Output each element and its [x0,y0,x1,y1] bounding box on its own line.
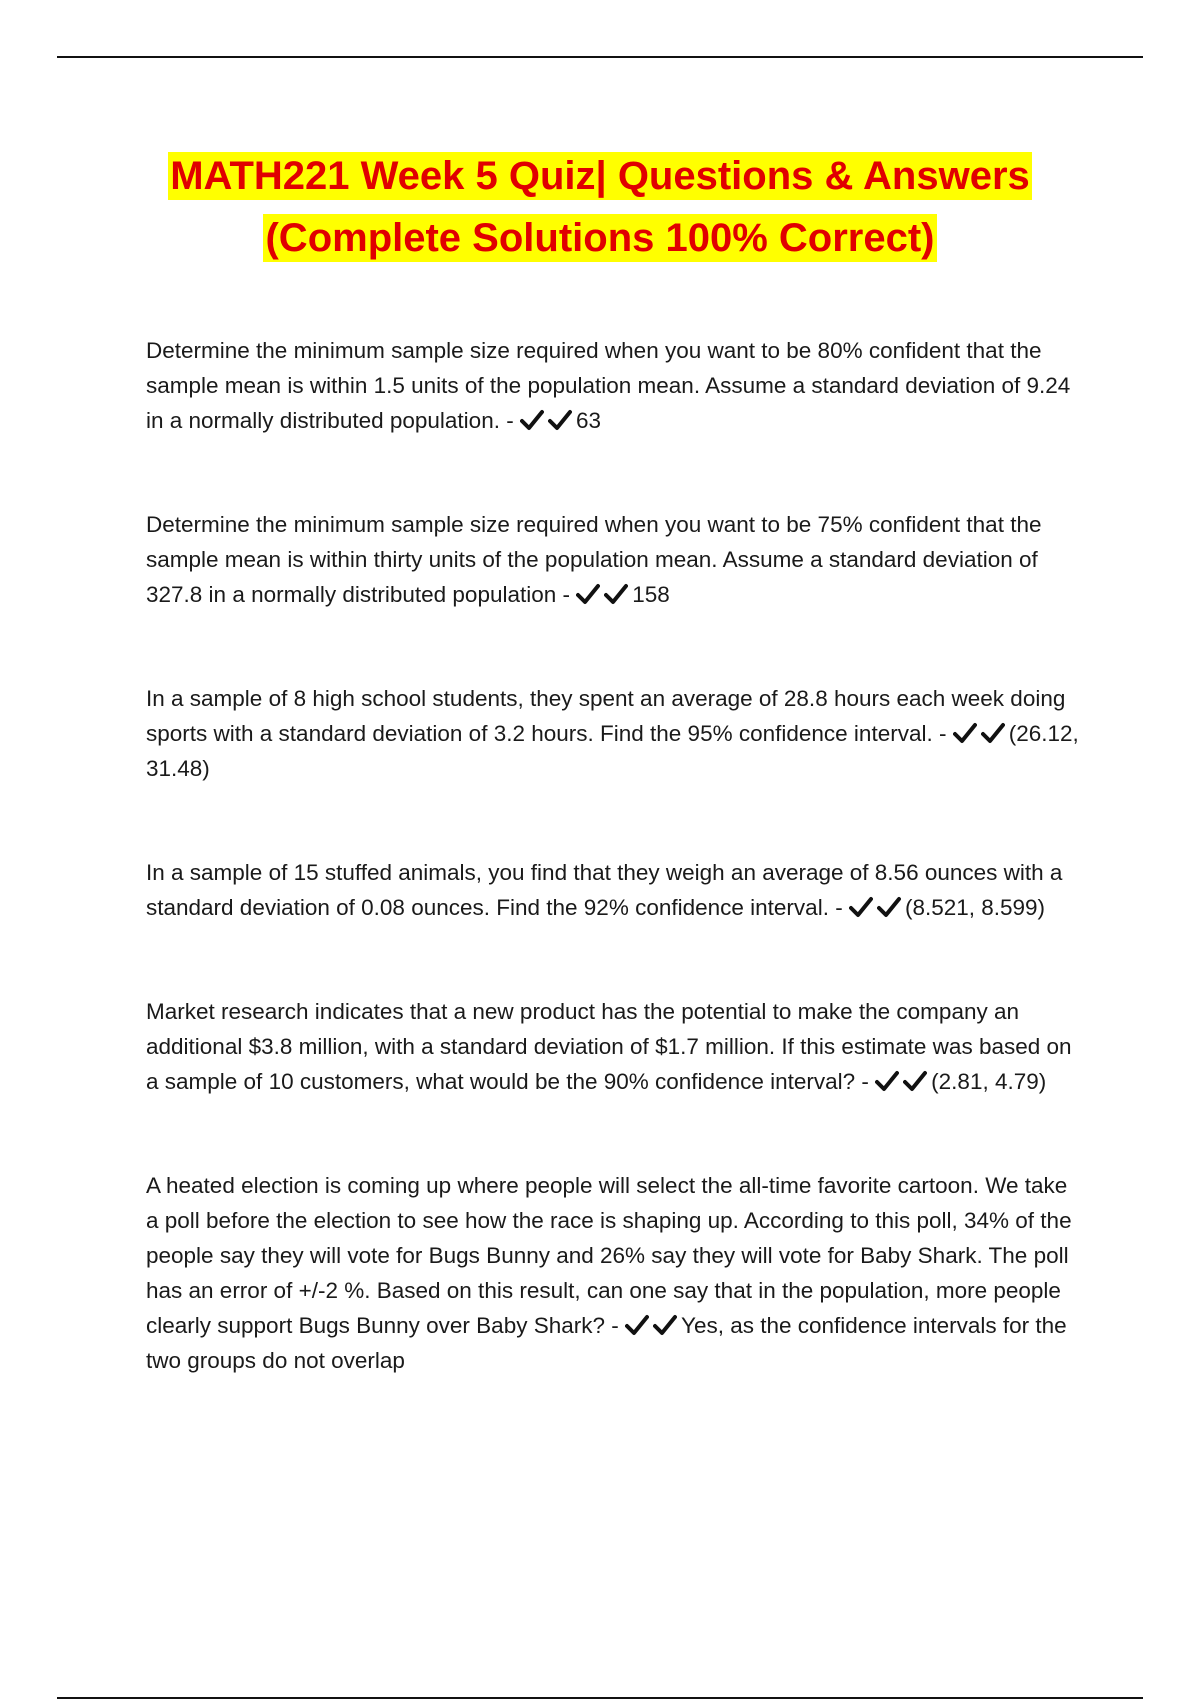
question-text: In a sample of 15 stuffed animals, you find that they weigh an average of 8.56 ounces with a standard deviation of 0.08 ounces. Find the 92% confidence interval. - [146,860,1063,920]
answer-text: (8.521, 8.599) [904,895,1046,920]
qa-item-5 [146,994,1086,1099]
title-line-1: MATH221 Week 5 Quiz| Questions & Answers [170,154,1030,198]
qa-item-3 [146,681,1086,786]
document-title [0,145,1200,269]
question-text: A heated election is coming up where people will select the all-time favorite cartoon. We take a poll before the election to see how the race is shaping up. According to this poll, 34% of the people say they will vote for Bugs Bunny and 26% say they will vote for Baby Shark. The poll has an error of +/-2 %. Based on this result, can one say that in the population, more people clearly support Bugs Bunny over Baby Shark? - [146,1173,1072,1338]
checkmark-icon [604,583,628,605]
question-text: Determine the minimum sample size required when you want to be 80% confident that the sample mean is within 1.5 units of the population mean. Assume a standard deviation of 9.24 in a normally distributed population. - [146,338,1071,433]
bottom-rule [57,1697,1143,1699]
checkmark-icon [576,583,600,605]
qa-list [146,333,1086,1378]
answer-text: 63 [575,408,601,433]
checkmark-icon [981,722,1005,744]
qa-item-1 [146,333,1086,438]
answer-text: (26.12, 31.48) [146,721,1079,781]
top-rule [57,56,1143,58]
answer-text: (2.81, 4.79) [931,1069,1047,1094]
checkmark-icon [520,409,544,431]
checkmark-icon [875,1070,899,1092]
answer-text: Yes, as the confidence intervals for the two groups do not overlap [146,1313,1067,1373]
qa-item-2 [146,507,1086,612]
checkmark-icon [548,409,572,431]
checkmark-icon [903,1070,927,1092]
answer-text: 158 [632,582,670,607]
question-text: Determine the minimum sample size required when you want to be 75% confident that the sample mean is within thirty units of the population mean. Assume a standard deviation of 327.8 in a normally distributed population - [146,512,1042,607]
qa-item-6 [146,1168,1086,1378]
qa-item-4 [146,855,1086,925]
checkmark-icon [953,722,977,744]
checkmark-icon [877,896,901,918]
title-line-2: (Complete Solutions 100% Correct) [265,216,935,260]
checkmark-icon [625,1314,649,1336]
checkmark-icon [653,1314,677,1336]
question-text: In a sample of 8 high school students, they spent an average of 28.8 hours each week doing sports with a standard deviation of 3.2 hours. Find the 95% confidence interval. - [146,686,1066,746]
checkmark-icon [849,896,873,918]
question-text: Market research indicates that a new product has the potential to make the company an additional $3.8 million, with a standard deviation of $1.7 million. If this estimate was based on a sample of 10 customers, what would be the 90% confidence interval? - [146,999,1072,1094]
